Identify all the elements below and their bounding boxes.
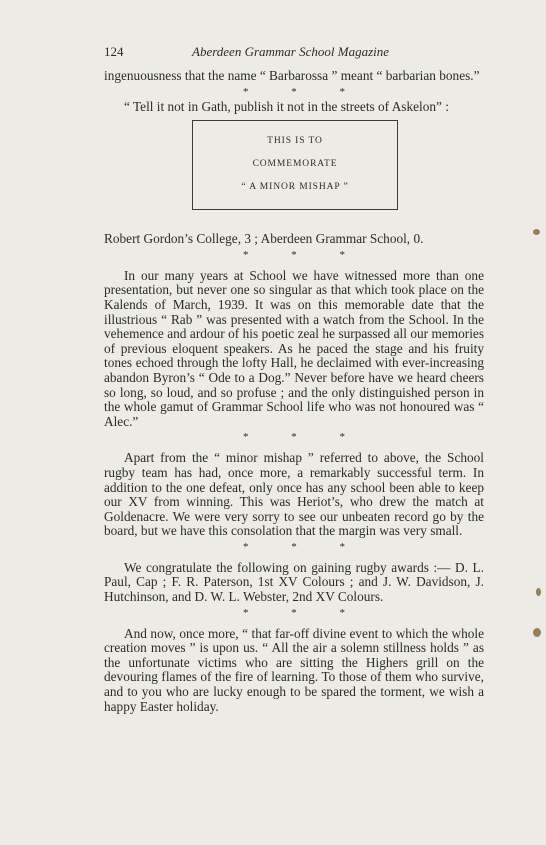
paragraph-barbarossa: ingenuousness that the name “ Barbarossa ” meant “ barbarian bones.” [104, 68, 480, 83]
paragraph-rugby-awards: We congratulate the following on gaining rugby awards :— D. L. Paul, Cap ; F. R. Paterson, 1st XV Colours ; and J. W. Davidson, J. Hutchinson, and D. W. L. Webster, 2nd XV Colours. [104, 559, 484, 605]
box-line-3: “ A MINOR MISHAP ” [241, 182, 349, 193]
section-separator: * * * [243, 540, 365, 553]
section-separator: * * * [243, 248, 365, 261]
paper-stain [533, 628, 541, 637]
match-score: Robert Gordon’s College, 3 ; Aberdeen Grammar School, 0. [104, 231, 424, 247]
running-title: Aberdeen Grammar School Magazine [192, 44, 390, 59]
article-body [104, 69, 484, 714]
section-separator: * * * [243, 606, 365, 619]
paper-stain [533, 229, 540, 235]
box-line-1: THIS IS TO [267, 136, 323, 147]
page-header [104, 44, 484, 60]
paragraph-rugby-season: Apart from the “ minor mishap ” referred to above, the School rugby team has had, once more, a remarkably successful term. In addition to the one defeat, only once has any school been able to keep our XV from winning. This was Heriot’s, who drew the match at Goldenacre. We were very sorry to see our unbeaten record go by the board, but we have this consolation that the margin was very small. [104, 450, 484, 539]
paragraph-rab-presentation: In our many years at School we have witnessed more than one presentation, but never one so singular as that which took place on the Kalends of March, 1939. It was on this memorable date that the illustrious “ Rab ” was presented with a watch from the School. In the vehemence and ardour of his poetic zeal he surpassed all our memories of previous eloquent speakers. As he paced the stage and his fruity tones echoed through the lofty Hall, he declaimed with ever-increasing abandon Byron’s “ Ode to a Dog.” Never before have we heard cheers so long, so loud, and so profuse ; and the only distinguished person in the whole gamut of Grammar School life who was not honoured was “ Alec.” [104, 267, 484, 429]
section-separator: * * * [243, 85, 365, 98]
page-number: 124 [104, 44, 124, 59]
paragraph-easter-holiday: And now, once more, “ that far-off divine event to which the whole creation moves ” is upon us. “ All the air a solemn stillness holds ” as the unfortunate victims who are sitting the Highers grill on the devouring flames of the fire of learning. To those of them who survive, and to you who are lucky enough to be spared the torment, we wish a happy Easter holiday. [104, 625, 484, 714]
commemoration-box [192, 120, 398, 210]
notice-box-wrapper [104, 114, 484, 232]
box-line-2: COMMEMORATE [252, 159, 338, 170]
paper-stain [536, 588, 541, 596]
section-separator: * * * [243, 431, 365, 444]
paragraph-gath-quote: “ Tell it not in Gath, publish it not in the streets of Askelon” : [124, 98, 449, 114]
